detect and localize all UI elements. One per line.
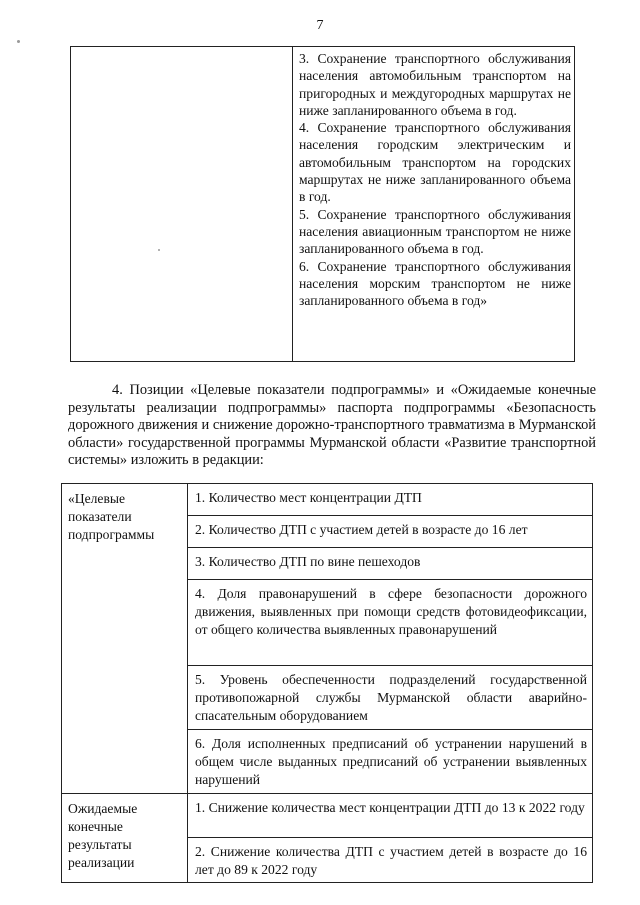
paragraph-text: 4. Позиции «Целевые показатели подпрограммы» и «Ожидаемые конечные результаты реализации подпрограммы» паспорта подпрограммы «Безопасность дорожного движения и снижение дорожно-транспортного травматизма в Мурманской области» государственной программы Мурманской области «Развитие транспортной системы» изложить в редакции: [68, 382, 596, 468]
targets-label-cell [62, 484, 188, 794]
target-item: 2. Количество ДТП с участием детей в возрасте до 16 лет [188, 516, 593, 548]
table-row [62, 484, 593, 516]
results-label: Ожидаемые конечные результаты реализации [68, 801, 138, 870]
target-item: 5. Уровень обеспеченности подразделений государственной противопожарной службы Мурманской области аварийно-спасательным оборудованием [188, 666, 593, 730]
target-item: 1. Количество мест концентрации ДТП [188, 484, 593, 516]
table-row [62, 794, 593, 838]
target-item: 6. Доля исполненных предписаний об устранении нарушений в общем числе выданных предписаний об устранении выявленных нарушений [188, 730, 593, 794]
target-item: 3. Количество ДТП по вине пешеходов [188, 548, 593, 580]
continuation-table-right-cell [299, 50, 571, 309]
passport-table [61, 483, 593, 883]
list-item: 6. Сохранение транспортного обслуживания населения морским транспортом не ниже запланированного объема в год» [299, 258, 571, 309]
scan-speck [17, 40, 20, 43]
list-item: 3. Сохранение транспортного обслуживания населения автомобильным транспортом на пригородных и междугородных маршрутах не ниже запланированного объема в год. [299, 51, 571, 118]
result-item: 2. Снижение количества ДТП с участием детей в возрасте до 16 лет до 89 к 2022 году [188, 838, 593, 883]
target-item: 4. Доля правонарушений в сфере безопасности дорожного движения, выявленных при помощи средств фотовидеофиксации, от общего количества выявленных правонарушений [188, 580, 593, 666]
targets-label: «Целевые показатели подпрограммы [68, 491, 155, 542]
continuation-table [70, 46, 575, 362]
list-item: 4. Сохранение транспортного обслуживания населения городским электрическим и автомобильным транспортом на городских маршрутах не ниже запланированного объема в год. [299, 120, 571, 205]
table-divider [292, 47, 293, 361]
results-label-cell [62, 794, 188, 883]
page-number: 7 [316, 18, 324, 33]
list-item: 5. Сохранение транспортного обслуживания населения авиационным транспортом не ниже запланированного объема в год. [299, 206, 571, 257]
result-item: 1. Снижение количества мест концентрации ДТП до 13 к 2022 году [188, 794, 593, 838]
body-paragraph [68, 382, 596, 470]
